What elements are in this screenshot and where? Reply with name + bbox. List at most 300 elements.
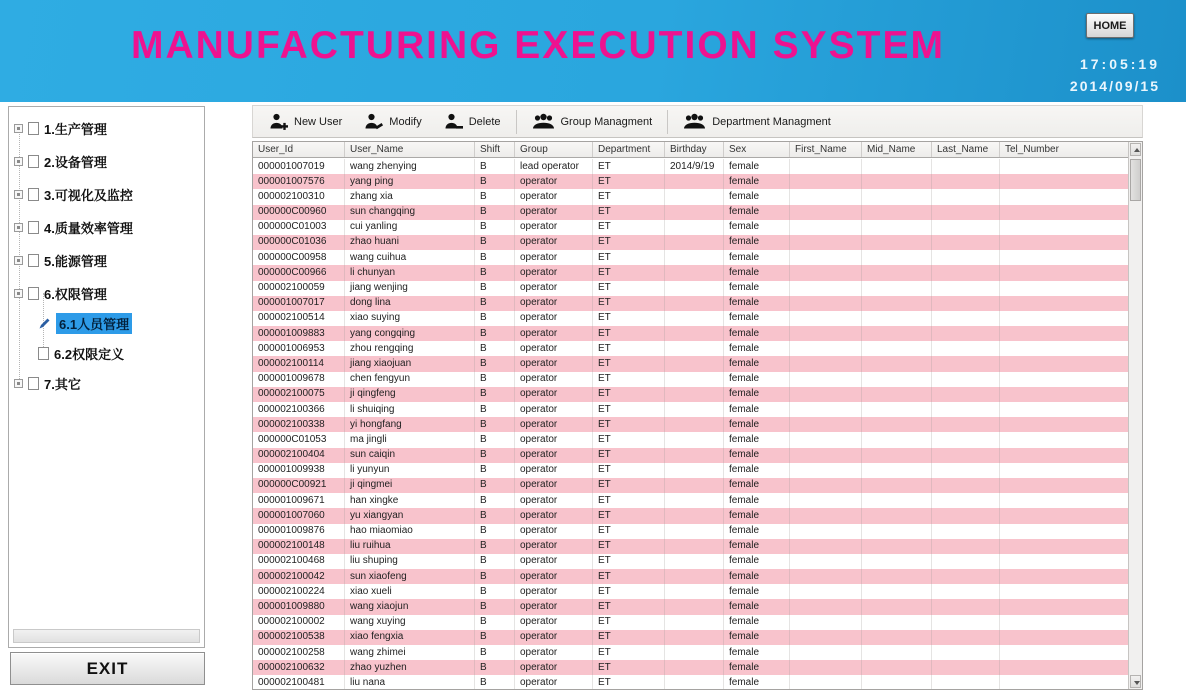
table-cell: 000000C00960 [253,205,345,220]
column-header-sex[interactable]: Sex [724,142,790,157]
table-cell [665,630,724,645]
sidebar-item-5[interactable] [9,251,111,269]
table-cell: 000000C00966 [253,265,345,280]
sidebar-item-6[interactable] [9,284,111,302]
table-cell [790,645,862,660]
table-cell: B [475,508,515,523]
table-cell [790,174,862,189]
table-row[interactable] [253,205,1128,220]
table-cell: dong lina [345,296,475,311]
clock [1070,56,1160,94]
table-cell: operator [515,599,593,614]
table-row[interactable] [253,584,1128,599]
table-cell [1000,584,1128,599]
table-cell: ET [593,554,665,569]
table-cell [932,159,1000,174]
table-cell: ma jingli [345,432,475,447]
table-cell: 000000C00921 [253,478,345,493]
table-cell: female [724,463,790,478]
table-row[interactable] [253,341,1128,356]
tree-expander-icon[interactable] [14,256,23,265]
table-cell: B [475,265,515,280]
table-cell: operator [515,615,593,630]
sidebar-tree [9,107,204,647]
sidebar-item-8[interactable] [9,344,128,362]
table-cell: li yunyun [345,463,475,478]
user-edit-icon [364,113,383,130]
table-cell: female [724,675,790,689]
table-cell: 000002100338 [253,417,345,432]
sidebar-item-4[interactable] [9,218,137,236]
table-cell [665,402,724,417]
department-managment-button[interactable] [673,108,841,135]
table-cell [665,569,724,584]
toolbar-separator [516,110,517,134]
table-cell: B [475,235,515,250]
table-cell [932,296,1000,311]
table-cell [665,265,724,280]
table-row[interactable] [253,402,1128,417]
table-row[interactable] [253,281,1128,296]
column-header-mid_name[interactable]: Mid_Name [862,142,932,157]
table-cell [1000,205,1128,220]
table-cell: ET [593,296,665,311]
column-header-department[interactable]: Department [593,142,665,157]
column-header-first_name[interactable]: First_Name [790,142,862,157]
table-cell [862,539,932,554]
table-cell: operator [515,630,593,645]
table-cell: female [724,660,790,675]
table-row[interactable] [253,311,1128,326]
table-cell: operator [515,660,593,675]
table-cell: ET [593,569,665,584]
table-cell [932,569,1000,584]
tree-expander-icon[interactable] [14,223,23,232]
document-icon [28,221,39,234]
table-cell [862,645,932,660]
main-panel [252,105,1143,690]
table-row[interactable] [253,174,1128,189]
table-cell [932,356,1000,371]
toolbar [252,105,1143,138]
sidebar-item-label: 6.权限管理 [44,286,107,302]
table-cell: 000001009880 [253,599,345,614]
table-cell: B [475,478,515,493]
table-cell: ET [593,660,665,675]
table-cell [1000,539,1128,554]
table-row[interactable] [253,463,1128,478]
table-row[interactable] [253,478,1128,493]
sidebar-item-7[interactable] [9,314,136,332]
table-cell [932,372,1000,387]
table-cell: han xingke [345,493,475,508]
sidebar-hscrollbar[interactable] [13,629,200,643]
table-cell: operator [515,356,593,371]
table-cell [862,387,932,402]
table-cell: B [475,311,515,326]
tree-expander-icon[interactable] [14,124,23,133]
table-row[interactable] [253,448,1128,463]
table-row[interactable] [253,326,1128,341]
table-cell [665,326,724,341]
table-cell: operator [515,417,593,432]
table-cell: female [724,387,790,402]
table-row[interactable] [253,615,1128,630]
table-cell: sun caiqin [345,448,475,463]
document-icon [28,254,39,267]
table-cell: female [724,235,790,250]
table-cell: 000000C00958 [253,250,345,265]
scroll-thumb[interactable] [1130,159,1141,201]
table-cell: 000002100310 [253,189,345,204]
table-cell: B [475,554,515,569]
table-cell [790,296,862,311]
table-cell [790,432,862,447]
group-managment-button[interactable] [522,108,663,135]
table-row[interactable] [253,599,1128,614]
table-cell: B [475,630,515,645]
table-cell: B [475,159,515,174]
table-row[interactable] [253,432,1128,447]
table-cell: 000002100366 [253,402,345,417]
table-row[interactable] [253,387,1128,402]
user-delete-icon [444,113,463,130]
modify-button[interactable] [354,108,431,135]
table-cell: 000001007576 [253,174,345,189]
tree-expander-icon[interactable] [14,190,23,199]
table-cell [790,539,862,554]
table-cell [1000,630,1128,645]
toolbar-button-label: Department Managment [712,115,831,128]
document-icon [28,287,39,300]
table-cell: 000002100059 [253,281,345,296]
table-cell: female [724,372,790,387]
table-cell: ET [593,508,665,523]
table-cell [862,463,932,478]
table-cell [665,356,724,371]
table-cell [1000,174,1128,189]
table-cell [790,205,862,220]
table-cell [790,524,862,539]
table-cell: female [724,311,790,326]
table-cell: female [724,645,790,660]
table-cell [665,205,724,220]
table-cell [790,675,862,689]
vertical-scrollbar[interactable] [1128,142,1142,689]
table-cell: female [724,584,790,599]
table-cell: ET [593,189,665,204]
table-cell: operator [515,448,593,463]
table-row[interactable] [253,235,1128,250]
table-cell: B [475,463,515,478]
table-row[interactable] [253,220,1128,235]
table-cell: B [475,402,515,417]
column-header-user_id[interactable]: User_Id [253,142,345,157]
table-row[interactable] [253,660,1128,675]
table-cell: 000001009938 [253,463,345,478]
tree-expander-icon[interactable] [14,157,23,166]
column-header-tel_number[interactable]: Tel_Number [1005,144,1059,155]
table-cell: operator [515,524,593,539]
clock-time: 17:05:19 [1079,56,1160,72]
table-cell: female [724,615,790,630]
table-cell [862,448,932,463]
sidebar-item-9[interactable] [9,374,85,392]
table-cell: B [475,569,515,584]
table-row[interactable] [253,372,1128,387]
table-cell: wang zhimei [345,645,475,660]
table-cell: female [724,265,790,280]
table-row[interactable] [253,250,1128,265]
table-row[interactable] [253,569,1128,584]
table-cell [1000,432,1128,447]
table-row[interactable] [253,296,1128,311]
exit-button[interactable]: EXIT [10,652,205,685]
table-cell [862,584,932,599]
table-cell: operator [515,508,593,523]
table-row[interactable] [253,539,1128,554]
table-row[interactable] [253,159,1128,174]
table-row[interactable] [253,356,1128,371]
table-cell [862,478,932,493]
table-cell [665,478,724,493]
table-cell [1000,615,1128,630]
delete-button[interactable] [434,108,511,135]
document-icon [28,377,39,390]
table-cell: female [724,524,790,539]
table-cell: female [724,189,790,204]
table-cell: operator [515,539,593,554]
table-cell: 000000C01053 [253,432,345,447]
table-cell [1000,189,1128,204]
table-cell: zhao yuzhen [345,660,475,675]
table-row[interactable] [253,265,1128,280]
column-header-last_name[interactable]: Last_Name [932,142,1000,157]
sidebar-item-3[interactable] [9,185,137,203]
table-cell: operator [515,645,593,660]
home-button[interactable]: HOME [1086,13,1134,38]
table-cell: ET [593,220,665,235]
table-cell [932,630,1000,645]
sidebar-item-label: 3.可视化及监控 [44,187,133,203]
table-cell: ET [593,493,665,508]
table-cell: 000000C01003 [253,220,345,235]
table-cell: 000002100258 [253,645,345,660]
toolbar-separator [667,110,668,134]
column-header-birthday[interactable]: Birthday [665,142,724,157]
table-cell [790,311,862,326]
table-cell: B [475,372,515,387]
sidebar-item-label: 1.生产管理 [44,121,107,137]
scroll-up-arrow-icon[interactable] [1130,143,1141,156]
table-cell [790,569,862,584]
table-cell [1000,296,1128,311]
sidebar-item-2[interactable] [9,152,111,170]
table-cell: xiao fengxia [345,630,475,645]
table-cell [932,645,1000,660]
table-cell: ET [593,311,665,326]
table-cell: female [724,174,790,189]
table-cell [665,493,724,508]
table-cell: 000000C01036 [253,235,345,250]
table-cell: operator [515,675,593,689]
table-cell: ET [593,174,665,189]
table-cell [1000,265,1128,280]
table-cell [665,220,724,235]
table-cell: 000001009883 [253,326,345,341]
column-header-user_name[interactable]: User_Name [345,142,475,157]
table-cell [665,296,724,311]
table-cell: jiang xiaojuan [345,356,475,371]
table-cell: sun changqing [345,205,475,220]
table-cell: liu shuping [345,554,475,569]
table-cell: ET [593,463,665,478]
table-cell [862,554,932,569]
table-cell: ET [593,205,665,220]
table-cell: 000002100224 [253,584,345,599]
table-cell: liu ruihua [345,539,475,554]
table-cell [790,220,862,235]
table-cell [932,235,1000,250]
table-cell [665,645,724,660]
table-cell [932,311,1000,326]
table-cell [862,326,932,341]
table-cell: female [724,250,790,265]
table-cell: operator [515,311,593,326]
document-icon [28,122,39,135]
table-cell [790,159,862,174]
table-cell: operator [515,463,593,478]
table-cell [1000,463,1128,478]
table-row[interactable] [253,189,1128,204]
table-cell [790,189,862,204]
tree-expander-icon[interactable] [14,289,23,298]
table-row[interactable] [253,524,1128,539]
table-cell [790,372,862,387]
table-cell [790,478,862,493]
table-cell: operator [515,372,593,387]
table-cell [1000,448,1128,463]
table-cell [932,417,1000,432]
table-row[interactable] [253,417,1128,432]
table-cell: B [475,417,515,432]
table-cell [932,432,1000,447]
table-cell: B [475,205,515,220]
table-cell [862,493,932,508]
table-cell: B [475,615,515,630]
table-cell: ET [593,630,665,645]
table-cell: B [475,189,515,204]
pen-icon [38,317,51,330]
table-cell [932,448,1000,463]
toolbar-button-label: Modify [389,115,422,128]
table-cell [1000,159,1128,174]
table-cell [932,189,1000,204]
table-cell [862,296,932,311]
toolbar-button-label: New User [294,115,343,128]
table-cell: operator [515,432,593,447]
table-cell: operator [515,584,593,599]
document-icon [28,155,39,168]
table-cell: B [475,250,515,265]
table-cell: operator [515,265,593,280]
table-cell: 000001007060 [253,508,345,523]
table-cell [665,615,724,630]
tree-expander-icon[interactable] [14,379,23,388]
table-cell [665,448,724,463]
table-cell: operator [515,296,593,311]
table-cell: B [475,356,515,371]
table-cell [790,463,862,478]
table-cell [665,250,724,265]
table-cell [790,235,862,250]
table-cell: female [724,159,790,174]
table-body [253,159,1128,689]
sidebar-item-label: 6.2权限定义 [54,346,125,362]
table-cell: B [475,326,515,341]
table-cell [790,356,862,371]
table-cell: cui yanling [345,220,475,235]
table-cell: ET [593,250,665,265]
table-cell [862,220,932,235]
column-header-shift[interactable]: Shift [475,142,515,157]
table-cell: female [724,356,790,371]
table-cell [1000,554,1128,569]
table-cell: B [475,341,515,356]
table-row[interactable] [253,645,1128,660]
table-cell: xiao suying [345,311,475,326]
table-cell [665,584,724,599]
table-cell [862,356,932,371]
table-cell [932,174,1000,189]
table-cell [932,524,1000,539]
table-cell: B [475,493,515,508]
table-cell [790,402,862,417]
document-icon [28,188,39,201]
table-cell [790,417,862,432]
table-cell: B [475,645,515,660]
table-cell [1000,220,1128,235]
table-cell: 000002100468 [253,554,345,569]
table-header-row [253,142,1128,158]
sidebar-item-label: 5.能源管理 [44,253,107,269]
new-user-button[interactable] [259,108,352,135]
column-header-group[interactable]: Group [515,142,593,157]
table-cell: operator [515,235,593,250]
toolbar-button-label: Group Managment [560,115,653,128]
scroll-down-arrow-icon[interactable] [1130,675,1141,688]
table-cell: female [724,205,790,220]
table-cell: B [475,675,515,689]
table-row[interactable] [253,493,1128,508]
table-row[interactable] [253,554,1128,569]
table-cell: B [475,281,515,296]
table-cell: female [724,569,790,584]
table-cell: 000002100481 [253,675,345,689]
table-row[interactable] [253,630,1128,645]
table-cell [862,265,932,280]
table-cell [1000,675,1128,689]
sidebar-item-1[interactable] [9,119,111,137]
table-cell: operator [515,402,593,417]
table-row[interactable] [253,508,1128,523]
table-cell [1000,250,1128,265]
table-cell: operator [515,281,593,296]
table-cell [790,508,862,523]
table-cell [1000,387,1128,402]
table-row[interactable] [253,675,1128,689]
table-cell [862,615,932,630]
